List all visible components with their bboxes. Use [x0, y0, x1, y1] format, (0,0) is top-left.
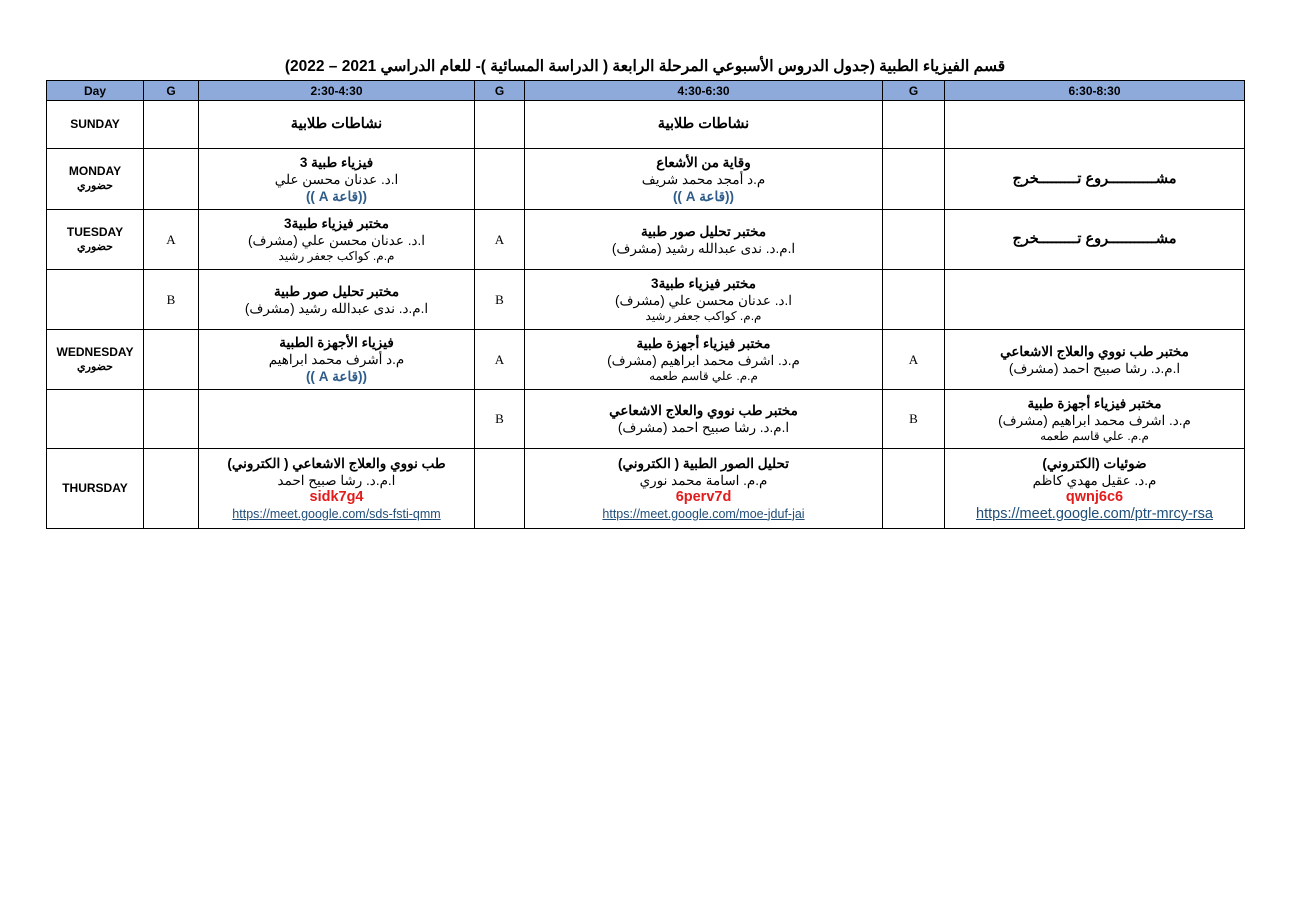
- course-name: مختبر فيزياء طبية3: [651, 276, 756, 291]
- course-name: طب نووي والعلاج الاشعاعي ( الكتروني): [227, 455, 446, 471]
- instructor-name: م.د أمجد محمد شريف: [641, 171, 766, 187]
- instructor-name: ا.م.د. ندى عبدالله رشيد (مشرف): [611, 240, 796, 256]
- class-cell: [945, 270, 1245, 330]
- class-cell: [199, 210, 475, 270]
- course-name: فيزياء الأجهزة الطبية: [279, 335, 394, 350]
- attendance-label: حضوري: [77, 240, 113, 253]
- row-wednesday-a: [47, 330, 1245, 390]
- group-cell: [475, 101, 525, 149]
- instructor-name: ا.م.د. ندى عبدالله رشيد (مشرف): [244, 300, 429, 316]
- day-cell: [47, 390, 144, 449]
- group-cell: B: [144, 270, 199, 330]
- meeting-code: sidk7g4: [309, 488, 364, 505]
- header-day: Day: [47, 81, 144, 101]
- row-tuesday-b: [47, 270, 1245, 330]
- class-cell: [525, 390, 883, 449]
- instructor-name: ا.م.د. رشا صبيح احمد: [277, 472, 396, 488]
- group-cell: B: [475, 270, 525, 330]
- group-cell: [144, 149, 199, 210]
- class-cell: [525, 449, 883, 529]
- day-label: WEDNESDAY: [56, 344, 134, 359]
- group-cell: [883, 210, 945, 270]
- group-cell: B: [475, 390, 525, 449]
- class-cell: [945, 330, 1245, 390]
- course-name: وقاية من الأشعاع: [656, 154, 751, 170]
- meeting-link[interactable]: https://meet.google.com/sds-fsti-qmm: [232, 506, 441, 521]
- group-cell: [883, 449, 945, 529]
- group-cell: A: [475, 210, 525, 270]
- attendance-label: حضوري: [77, 360, 113, 373]
- header-slot-1: 2:30-4:30: [199, 81, 475, 101]
- group-cell: [475, 149, 525, 210]
- instructor-name: ا.م.د. رشا صبيح احمد (مشرف): [1008, 360, 1181, 376]
- group-cell: [883, 101, 945, 149]
- group-cell: B: [883, 390, 945, 449]
- row-thursday: [47, 449, 1245, 529]
- course-name: مختبر فيزياء أجهزة طبية: [636, 336, 771, 351]
- day-cell: [47, 101, 144, 149]
- class-cell: [945, 101, 1245, 149]
- room-label: ((قاعة A )): [305, 369, 368, 384]
- day-label: MONDAY: [68, 164, 122, 178]
- class-cell: [199, 101, 475, 149]
- assistant-name: م.م. كواكب جعفر رشيد: [645, 309, 762, 323]
- row-monday: [47, 149, 1245, 210]
- group-cell: A: [475, 330, 525, 390]
- class-cell: [199, 330, 475, 390]
- group-cell: [144, 449, 199, 529]
- row-sunday: [47, 101, 1245, 149]
- meeting-link[interactable]: https://meet.google.com/moe-jduf-jai: [602, 506, 805, 521]
- day-cell: [47, 330, 144, 390]
- room-label: ((قاعة A )): [305, 188, 368, 204]
- assistant-name: م.م. علي قاسم طعمه: [1040, 428, 1149, 443]
- course-name: تحليل الصور الطبية ( الكتروني): [618, 455, 789, 471]
- class-cell: [199, 449, 475, 529]
- project-label: مشـــــــــــروع تـــــــــخرج: [1012, 170, 1177, 187]
- day-cell: [47, 210, 144, 270]
- day-label: SUNDAY: [70, 117, 120, 131]
- project-label: مشـــــــــــروع تـــــــــخرج: [1012, 231, 1177, 247]
- course-name: ضوئيات (الكتروني): [1042, 455, 1147, 471]
- course-name: مختبر فيزياء أجهزة طبية: [1027, 395, 1162, 411]
- group-cell: [144, 101, 199, 149]
- course-name: مختبر فيزياء طبية3: [284, 216, 389, 231]
- meeting-code: qwnj6c6: [1065, 488, 1124, 505]
- course-name: مختبر تحليل صور طبية: [273, 283, 400, 299]
- class-cell: [945, 449, 1245, 529]
- class-cell: [525, 149, 883, 210]
- header-group: G: [144, 81, 199, 101]
- instructor-name: ا.د. عدنان محسن علي: [274, 171, 399, 187]
- meeting-link[interactable]: https://meet.google.com/ptr-mrcy-rsa: [976, 505, 1213, 522]
- course-name: مختبر طب نووي والعلاج الاشعاعي: [1000, 343, 1189, 359]
- group-cell: [883, 149, 945, 210]
- row-tuesday-a: [47, 210, 1245, 270]
- day-cell: [47, 270, 144, 330]
- header-slot-2: 4:30-6:30: [525, 81, 883, 101]
- instructor-name: ا.د. عدنان محسن علي (مشرف): [615, 293, 792, 308]
- class-cell: [525, 210, 883, 270]
- class-cell: [945, 149, 1245, 210]
- page-title: قسم الفيزياء الطبية (جدول الدروس الأسبوعي المرحلة الرابعة ( الدراسة المسائية )- للعام الدراسي 2021 – 2022): [284, 58, 1006, 75]
- assistant-name: م.م. كواكب جعفر رشيد: [278, 249, 395, 263]
- header-slot-3: 6:30-8:30: [945, 81, 1245, 101]
- instructor-name: م.د. اشرف محمد ابراهيم (مشرف): [607, 353, 800, 368]
- activity-label: نشاطات طلابية: [657, 116, 750, 132]
- row-wednesday-b: [47, 390, 1245, 449]
- header-row: [47, 81, 1245, 101]
- instructor-name: ا.م.د. رشا صبيح احمد (مشرف): [617, 420, 790, 435]
- group-cell: [883, 270, 945, 330]
- group-cell: [144, 330, 199, 390]
- instructor-name: ا.د. عدنان محسن علي (مشرف): [248, 233, 425, 248]
- day-label: THURSDAY: [62, 481, 128, 495]
- class-cell: [945, 390, 1245, 449]
- header-group: G: [883, 81, 945, 101]
- course-name: فيزياء طبية 3: [299, 154, 374, 170]
- class-cell: [199, 149, 475, 210]
- class-cell: [525, 101, 883, 149]
- attendance-label: حضوري: [77, 180, 113, 192]
- class-cell: [525, 270, 883, 330]
- day-label: TUESDAY: [66, 224, 124, 239]
- group-cell: [475, 449, 525, 529]
- group-cell: A: [883, 330, 945, 390]
- group-cell: A: [144, 210, 199, 270]
- instructor-name: م.د أشرف محمد ابراهيم: [268, 352, 405, 367]
- activity-label: نشاطات طلابية: [290, 116, 383, 132]
- group-cell: [144, 390, 199, 449]
- day-cell: [47, 149, 144, 210]
- class-cell: [199, 270, 475, 330]
- class-cell: [945, 210, 1245, 270]
- instructor-name: م.د. اشرف محمد ابراهيم (مشرف): [998, 412, 1191, 428]
- course-name: مختبر تحليل صور طبية: [640, 223, 767, 239]
- class-cell: [199, 390, 475, 449]
- course-name: مختبر طب نووي والعلاج الاشعاعي: [609, 403, 798, 418]
- class-cell: [525, 330, 883, 390]
- instructor-name: م.م. اسامة محمد نوري: [639, 472, 768, 488]
- instructor-name: م.د. عقيل مهدي كاظم: [1032, 472, 1157, 488]
- schedule-table: [46, 80, 1245, 529]
- room-label: ((قاعة A )): [672, 188, 735, 204]
- day-cell: [47, 449, 144, 529]
- header-group: G: [475, 81, 525, 101]
- meeting-code: 6perv7d: [675, 488, 732, 505]
- assistant-name: م.م. علي قاسم طعمه: [649, 369, 758, 383]
